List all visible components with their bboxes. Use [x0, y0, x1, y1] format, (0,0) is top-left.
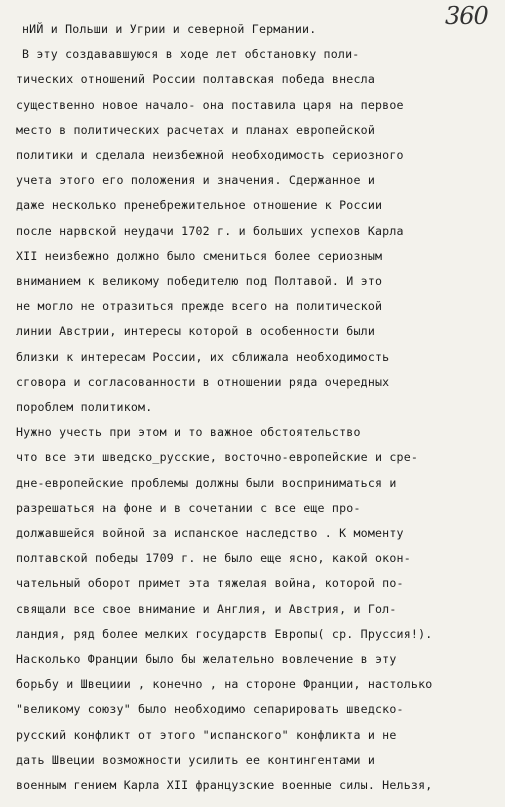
text-line-16: пороблем политиком.	[16, 400, 153, 414]
text-line-20: разрешаться на фоне и в сочетании с все еще про-	[16, 500, 361, 515]
text-line-11: вниманием к великому победителю под Полтавой. И это	[16, 274, 383, 288]
text-line-18: что все эти шведско_русские, восточно-европейские и сре-	[16, 450, 419, 465]
text-line-12: не могло не отразиться прежде всего на политической	[16, 299, 383, 314]
text-line-23: чательный оборот примет эта тяжелая война, которой по-	[16, 576, 404, 591]
text-line-25: ландия, ряд более мелких государств Европы( ср. Пруссия!).	[16, 626, 433, 641]
text-line-28: "великому союзу" было необходимо сепарировать шведско-	[16, 702, 404, 717]
text-line-26: Насколько Франции было бы желательно вовлечение в эту	[16, 652, 397, 666]
text-line-15: сговора и согласованности в отношении ряда очередных	[16, 374, 390, 389]
text-line-30: дать Швеции возможности усилить ее контингентами и	[16, 752, 376, 767]
text-line-1: нИЙ и Польши и Угрии и северной Германии.	[22, 22, 317, 36]
text-line-6: политики и сделала неизбежной необходимость сериозного	[16, 148, 404, 162]
text-line-17: Нужно учесть при этом и то важное обстоятельство	[16, 425, 361, 440]
text-line-31: военным гением Карла XII французские военные силы. Нельзя,	[16, 778, 433, 792]
text-line-10: XII неизбежно должно было смениться более сериозным	[16, 248, 383, 263]
text-line-29: русский конфликт от этого "испанского" конфликта и не	[16, 727, 397, 742]
page-number: 360	[445, 2, 488, 30]
text-line-9: после нарвской неудачи 1702 г. и больших успехов Карла	[16, 223, 404, 238]
text-line-14: близки к интересам России, их сближала необходимость	[16, 349, 390, 364]
text-line-24: свящали все свое внимание и Англия, и Австрия, и Гол-	[16, 601, 397, 616]
text-line-22: полтавской победы 1709 г. не было еще ясно, какой окон-	[16, 551, 411, 566]
text-line-5: место в политических расчетах и планах европейской	[16, 122, 376, 137]
text-line-2: В эту создававшуюся в ходе лет обстановку поли-	[22, 47, 360, 62]
text-line-4: существенно новое начало- она поставила царя на первое	[16, 97, 404, 112]
text-line-19: дне-европейские проблемы должны были восприниматься и	[16, 475, 397, 490]
text-line-13: линии Австрии, интересы которой в особенности были	[16, 324, 376, 339]
text-line-7: учета этого его положения и значения. Сдержанное и	[16, 173, 376, 188]
text-line-8: даже несколько пренебрежительное отношение к России	[16, 198, 383, 213]
text-line-27: борьбу и Швециии , конечно , на стороне Франции, настолько	[16, 677, 433, 692]
text-line-3: тических отношений России полтавская победа внесла	[16, 72, 376, 87]
text-line-21: должавшейся войной за испанское наследство . К моменту	[16, 526, 404, 540]
